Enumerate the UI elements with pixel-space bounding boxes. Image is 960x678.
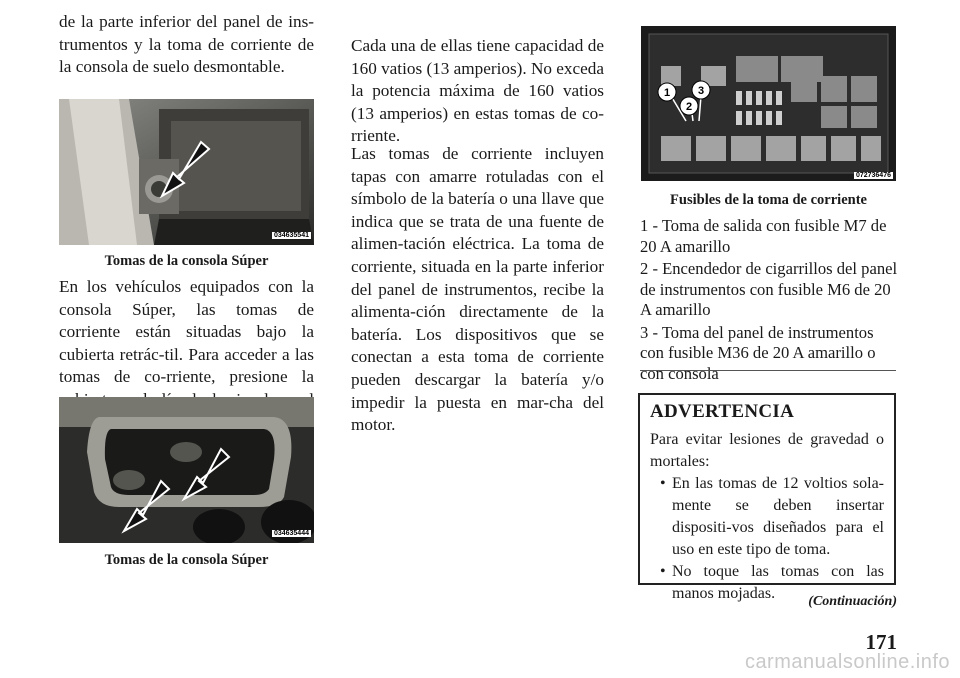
divider bbox=[640, 370, 896, 371]
watermark: carmanualsonline.info bbox=[744, 651, 950, 673]
super-console-photo-1 bbox=[59, 99, 314, 245]
console-outlets-image bbox=[59, 397, 314, 543]
list-item: 2 - Encendedor de cigarrillos del panel de instrumentos con fusible M6 de 20 A amarillo bbox=[640, 259, 898, 319]
fuse-box-photo bbox=[641, 26, 896, 181]
callout-3: 3 bbox=[697, 85, 705, 97]
warning-bullet: • No toque las tomas con las manos mojadas. bbox=[650, 561, 884, 605]
warning-title: ADVERTENCIA bbox=[650, 401, 795, 422]
callout-2: 2 bbox=[685, 101, 693, 113]
figure-code: 072736476 bbox=[855, 172, 891, 179]
list-item: 3 - Toma del panel de instrumentos con fusible M36 de 20 A amarillo o con consola bbox=[640, 322, 876, 383]
page-number: 171 bbox=[865, 630, 897, 654]
figure-caption: Fusibles de la toma de corriente bbox=[670, 192, 867, 208]
paragraph-continued: de la parte inferior del panel de ins-trumentos y la toma de corriente de la consola de suelo desmontable. bbox=[59, 12, 314, 77]
figure-caption: Tomas de la consola Súper bbox=[104, 253, 269, 269]
paragraph-capacity: Cada una de ellas tiene capacidad de 160 vatios (13 amperios). No exceda la potencia máxima de 160 vatios (13 amperios) en estas tomas de co-rriente. bbox=[351, 36, 604, 146]
warning-bullets bbox=[650, 473, 884, 605]
figure-code: 034635541 bbox=[273, 232, 309, 239]
paragraph-access: En los vehículos equipados con la consola Súper, las tomas de corriente están situadas bajo la cubierta retrác-til. Para acceder a las tomas de co-rriente, presione la bbox=[59, 277, 314, 387]
figure-code: 034635444 bbox=[273, 530, 309, 537]
callout-1: 1 bbox=[663, 87, 671, 99]
paragraph-battery-warning: Las tomas de corriente incluyen tapas con amarre rotuladas con el símbolo de la batería o una llave que indica que se trata de una fuente de alimen-tación eléctrica. La toma de corriente, situada en la parte inferior del panel de instrumentos, recibe la alimenta-ción directamente de la batería. Los dispositivos que se conectan a esta toma de corriente pueden descargar la batería y/o impedir la puesta en mar-cha del motor. bbox=[351, 144, 604, 435]
warning-intro: Para evitar lesiones de gravedad o mortales: bbox=[650, 431, 884, 470]
console-outlet-image bbox=[59, 99, 314, 245]
continuation-note: (Continuación) bbox=[808, 594, 897, 609]
fuse-box-image bbox=[641, 26, 896, 181]
warning-bullet: • En las tomas de 12 voltios sola-mente se deben insertar dispositi-vos diseñados para el uso en este tipo de toma. bbox=[650, 473, 884, 561]
list-item: 1 - Toma de salida con fusible M7 de 20 A amarillo bbox=[640, 216, 887, 256]
fuse-list bbox=[640, 216, 898, 386]
super-console-photo-2 bbox=[59, 397, 314, 543]
figure-caption: Tomas de la consola Súper bbox=[104, 552, 269, 568]
